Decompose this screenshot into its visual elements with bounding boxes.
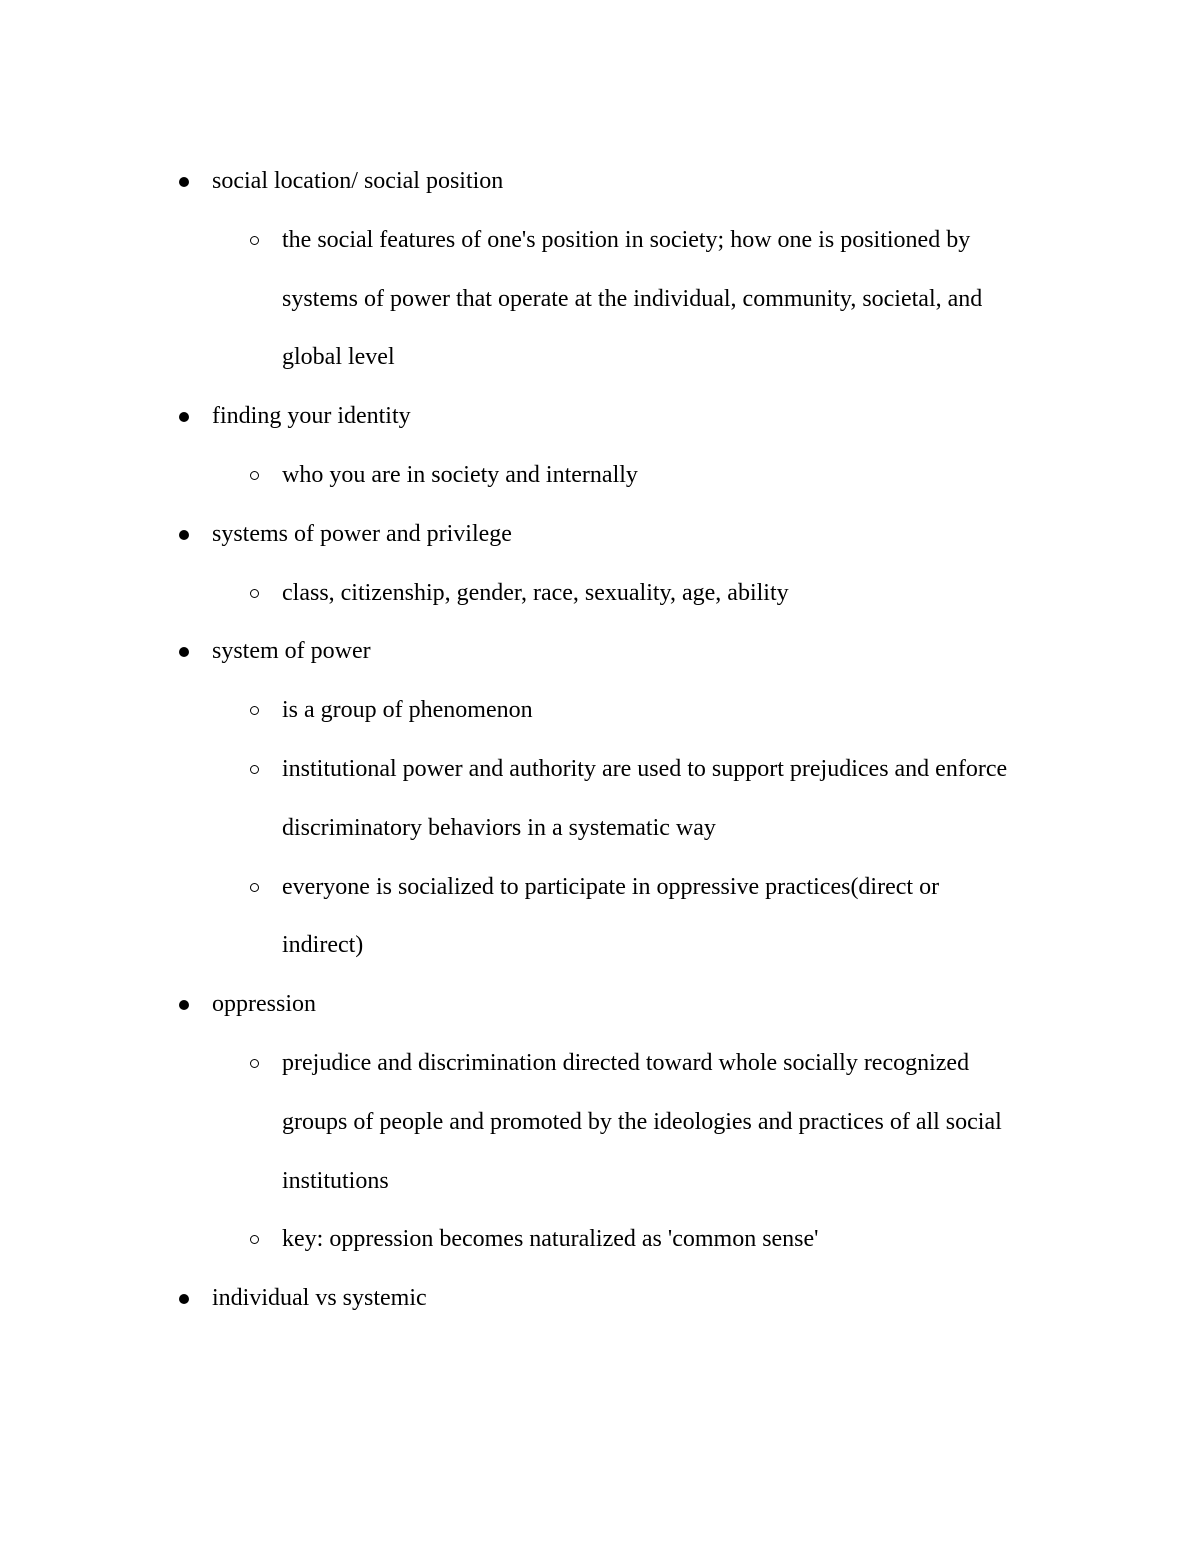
sub-list-item-text: who you are in society and internally [282,461,638,488]
hollow-bullet-icon [250,471,259,480]
hollow-bullet-icon [250,589,259,598]
list-item-text: finding your identity [212,403,411,430]
sub-list-item [0,564,1200,623]
document-page [0,152,1200,1328]
sub-list-item-continuation [0,270,1200,329]
list-item [0,622,1200,681]
sub-list-item-text: institutional power and authority are used to support prejudices and enforce [282,755,1008,782]
sub-list-item-text: discriminatory behaviors in a systematic way [282,814,716,841]
sub-list-item [0,1034,1200,1093]
sub-list-item-text: systems of power that operate at the individual, community, societal, and [282,285,983,312]
list-item-text: systems of power and privilege [212,520,512,547]
list-item [0,1269,1200,1328]
sub-list-item-continuation [0,916,1200,975]
sub-list-item-text: prejudice and discrimination directed toward whole socially recognized [282,1049,970,1076]
sub-list-item [0,681,1200,740]
sub-list-item-continuation [0,1152,1200,1211]
sub-list-item-text: the social features of one's position in society; how one is positioned by [282,226,971,253]
hollow-bullet-icon [250,1059,259,1068]
list-item-text: individual vs systemic [212,1285,427,1312]
list-item [0,505,1200,564]
sub-list-item-text: global level [282,344,395,371]
sub-list-item-continuation [0,799,1200,858]
sub-list-item-continuation [0,328,1200,387]
sub-list-item-continuation [0,1093,1200,1152]
list-item [0,387,1200,446]
sub-list-item-text: indirect) [282,932,364,959]
hollow-bullet-icon [250,706,259,715]
list-item-text: oppression [212,991,316,1018]
hollow-bullet-icon [250,883,259,892]
hollow-bullet-icon [250,236,259,245]
filled-bullet-icon [179,177,189,187]
filled-bullet-icon [179,412,189,422]
filled-bullet-icon [179,1000,189,1010]
sub-list-item [0,1210,1200,1269]
list-item [0,975,1200,1034]
sub-list-item-text: key: oppression becomes naturalized as 'common sense' [282,1226,819,1253]
hollow-bullet-icon [250,1235,259,1244]
sub-list-item-text: class, citizenship, gender, race, sexuality, age, ability [282,579,789,606]
hollow-bullet-icon [250,765,259,774]
filled-bullet-icon [179,530,189,540]
sub-list-item [0,740,1200,799]
list-item-text: social location/ social position [212,168,504,194]
sub-list-item [0,446,1200,505]
sub-list-item [0,858,1200,917]
sub-list-item [0,211,1200,270]
list-item-text: system of power [212,638,371,665]
filled-bullet-icon [179,647,189,657]
sub-list-item-text: institutions [282,1167,389,1194]
filled-bullet-icon [179,1294,189,1304]
sub-list-item-text: is a group of phenomenon [282,697,533,724]
sub-list-item-text: groups of people and promoted by the ideologies and practices of all social [282,1108,1002,1135]
list-item [0,152,1200,211]
sub-list-item-text: everyone is socialized to participate in oppressive practices(direct or [282,873,940,900]
